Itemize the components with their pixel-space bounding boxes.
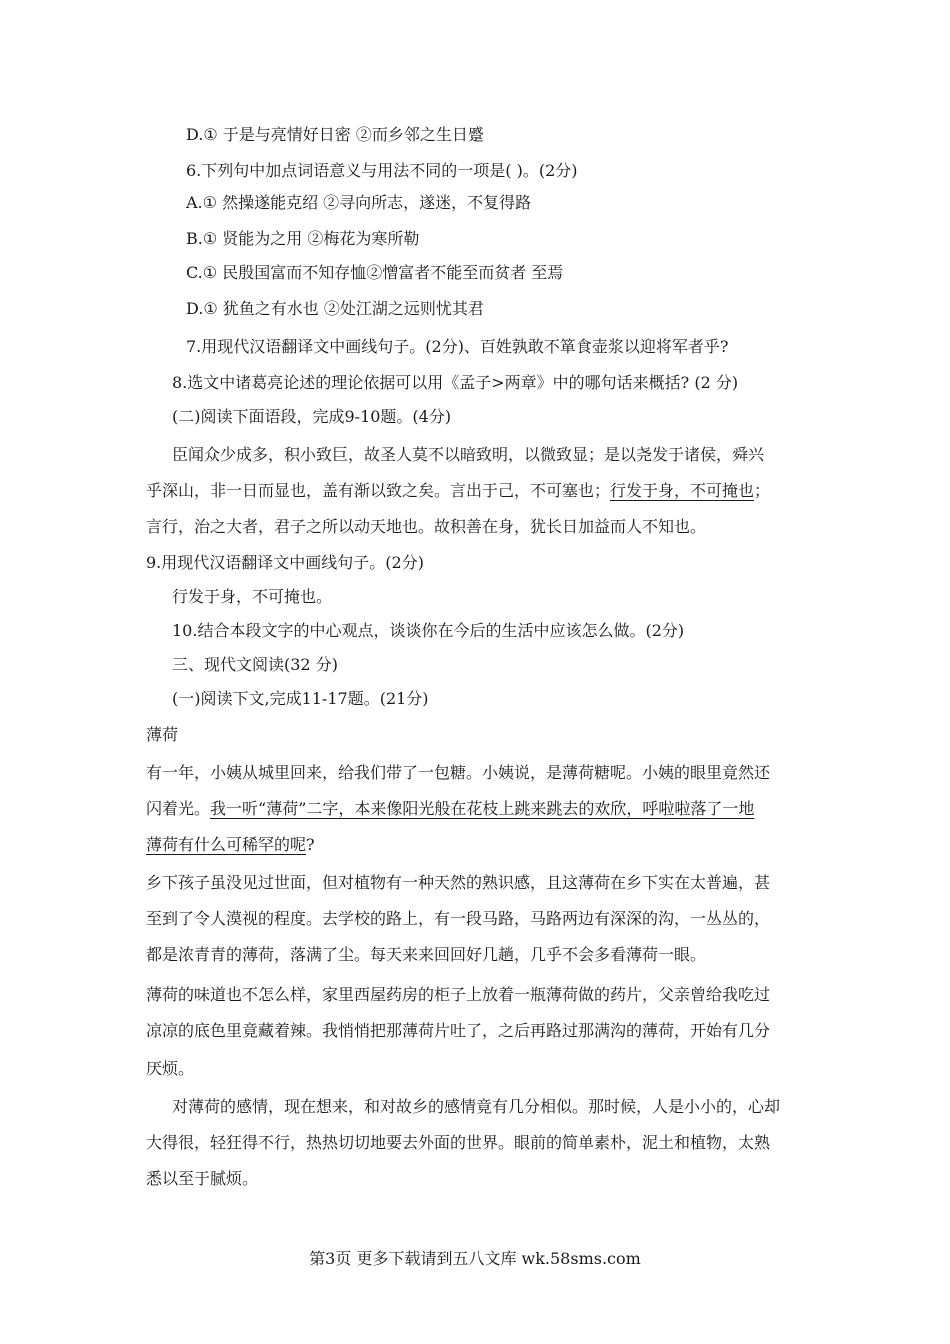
part3-heading: 三、现代文阅读(32 分) — [172, 655, 338, 674]
q6-option-b: B.① 贤能为之用 ②梅花为寒所勒 — [186, 229, 420, 248]
article-text: 闪着光。 — [146, 799, 211, 818]
passage-text: 乎深山，非一日而显也，盖有渐以致之矣。言出于己，不可塞也； — [146, 481, 611, 500]
part3-subheading: (一)阅读下文,完成11-17题。(21分) — [172, 689, 429, 708]
q5-option-d: D.① 于是与亮情好日密 ②而乡邻之生日蹙 — [186, 125, 484, 144]
q9-sentence: 行发于身，不可掩也。 — [172, 587, 333, 606]
underlined-sentence: 行发于身，不可掩也 — [610, 481, 755, 500]
passage-text: ； — [754, 481, 771, 500]
article-line: 薄荷的味道也不怎么样，家里西屋药房的柜子上放着一瓶薄荷做的药片，父亲曾给我吃过 — [146, 985, 771, 1004]
page-footer: 第3页 更多下载请到五八文库 wk.58sms.com — [309, 1249, 641, 1268]
q6-option-c: C.① 民殷国富而不知存恤②憎富者不能至而贫者 至焉 — [186, 263, 564, 282]
article-text: ? — [306, 835, 315, 854]
article-line: 乡下孩子虽没见过世面，但对植物有一种天然的熟识感，且这薄荷在乡下实在太普遍，甚 — [146, 873, 771, 892]
article-line: 至到了令人漠视的程度。去学校的路上，有一段马路，马路两边有深深的沟，一丛丛的， — [146, 909, 771, 928]
article-line: 悉以至于腻烦。 — [146, 1169, 259, 1188]
q6-option-d: D.① 犹鱼之有水也 ②处江湖之远则忧其君 — [186, 299, 484, 318]
underlined-sentence: 我一听“薄荷”二字，本来像阳光般在花枝上跳来跳去的欢欣，呼啦啦落了一地 — [210, 799, 755, 818]
underlined-sentence: 薄荷有什么可稀罕的呢 — [146, 835, 307, 854]
article-line: 有一年，小姨从城里回来，给我们带了一包糖。小姨说，是薄荷糖呢。小姨的眼里竟然还 — [146, 763, 771, 782]
passage-line: 臣闻众少成多，积小致巨，故圣人莫不以暗致明，以微致显；是以尧发于诸侯，舜兴 — [172, 445, 765, 464]
q9: 9.用现代汉语翻译文中画线句子。(2分) — [146, 553, 424, 572]
q8: 8.选文中诸葛亮论述的理论依据可以用《孟子>两章》中的哪句话来概括? (2 分) — [172, 373, 739, 392]
article-line — [146, 834, 315, 856]
article-title: 薄荷 — [146, 725, 179, 744]
article-line — [146, 798, 754, 820]
passage-line — [146, 480, 770, 502]
article-line: 对薄荷的感情，现在想来，和对故乡的感情竟有几分相似。那时候，人是小小的，心却 — [172, 1097, 781, 1116]
article-line: 凉凉的底色里竟藏着辣。我悄悄把那薄荷片吐了，之后再路过那满沟的薄荷，开始有几分 — [146, 1021, 771, 1040]
article-line: 大得很，轻狂得不行，热热切切地要去外面的世界。眼前的简单素朴，泥土和植物，太熟 — [146, 1133, 771, 1152]
q7: 7.用现代汉语翻译文中画线句子。(2分)、百姓孰敢不箪食壶浆以迎将军者乎? — [186, 337, 729, 356]
q10: 10.结合本段文字的中心观点，谈谈你在今后的生活中应该怎么做。(2分) — [172, 621, 685, 640]
article-line: 厌烦。 — [146, 1059, 195, 1078]
q6-option-a: A.① 然操遂能克绍 ②寻向所志，遂迷，不复得路 — [186, 193, 532, 212]
part2-heading: (二)阅读下面语段，完成9-10题。(4分) — [172, 407, 452, 426]
q6-stem: 6.下列句中加点词语意义与用法不同的一项是( )。(2分) — [186, 161, 578, 180]
article-line: 都是浓青青的薄荷，落满了尘。每天来来回回好几趟，几乎不会多看薄荷一眼。 — [146, 945, 707, 964]
passage-line: 言行，治之大者，君子之所以动天地也。故积善在身，犹长日加益而人不知也。 — [146, 517, 707, 536]
